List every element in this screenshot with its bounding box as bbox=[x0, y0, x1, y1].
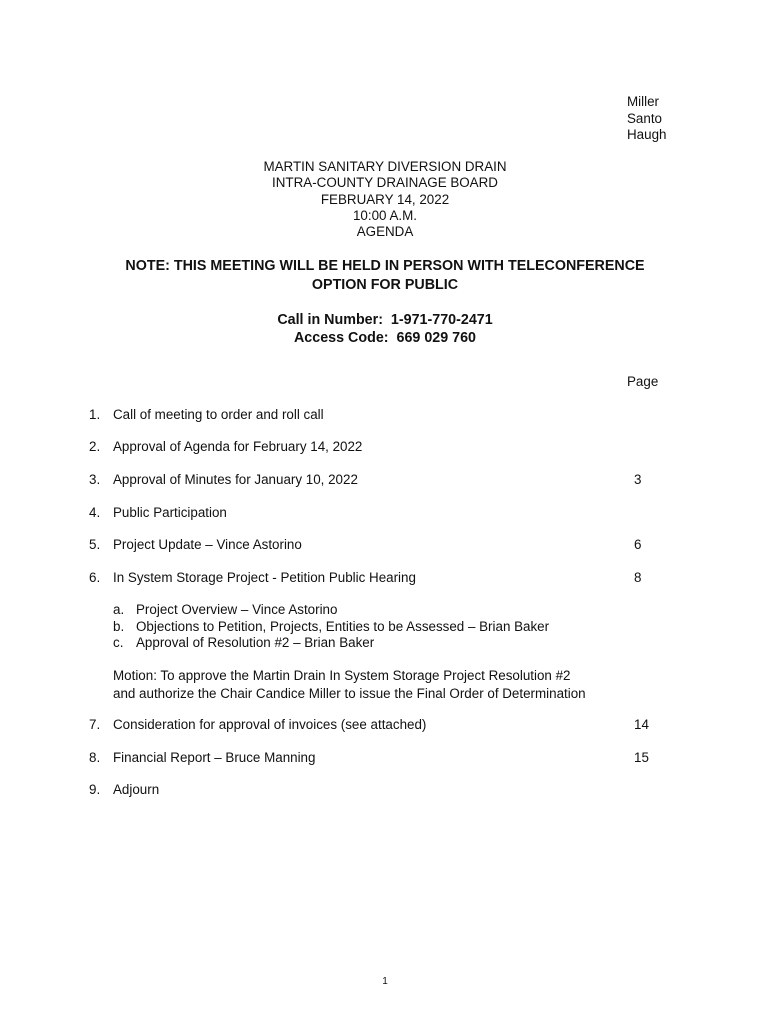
subitem-letter: a. bbox=[113, 602, 125, 617]
document-title: AGENDA bbox=[356, 224, 414, 240]
attendee-names bbox=[627, 94, 666, 144]
item-text: In System Storage Project - Petition Public Hearing bbox=[113, 570, 416, 585]
subitem bbox=[113, 619, 549, 636]
item-page: 3 bbox=[634, 472, 642, 487]
item-text: Call of meeting to order and roll call bbox=[113, 407, 324, 422]
page-column-header: Page bbox=[627, 374, 659, 389]
subitem-text: Project Overview – Vince Astorino bbox=[136, 602, 338, 617]
meeting-date: FEBRUARY 14, 2022 bbox=[320, 191, 450, 207]
item-number: 7. bbox=[89, 717, 101, 732]
item-text: Financial Report – Bruce Manning bbox=[113, 750, 316, 765]
call-in-number bbox=[0, 311, 770, 329]
item-text: Adjourn bbox=[113, 782, 160, 797]
phone-number: 1-971-770-2471 bbox=[390, 312, 493, 328]
item-page: 14 bbox=[634, 717, 649, 732]
item-page: 6 bbox=[634, 537, 642, 552]
item-page: 8 bbox=[634, 570, 642, 585]
call-in-info bbox=[0, 311, 770, 347]
item-number: 4. bbox=[89, 505, 101, 520]
access-code bbox=[0, 329, 770, 347]
item-number: 3. bbox=[89, 472, 101, 487]
attendee-name: Miller bbox=[627, 94, 659, 109]
agenda-item bbox=[89, 406, 689, 424]
item-text: Project Update – Vince Astorino bbox=[113, 537, 302, 552]
subitem-text: Approval of Resolution #2 – Brian Baker bbox=[136, 635, 375, 650]
meeting-time: 10:00 A.M. bbox=[352, 207, 418, 223]
note-line: NOTE: THIS MEETING WILL BE HELD IN PERSON WITH TELECONFERENCE bbox=[125, 258, 645, 274]
note-line: OPTION FOR PUBLIC bbox=[311, 277, 459, 293]
item-number: 8. bbox=[89, 750, 101, 765]
board-name: INTRA-COUNTY DRAINAGE BOARD bbox=[272, 175, 498, 191]
item-page: 15 bbox=[634, 750, 649, 765]
meeting-header bbox=[0, 159, 770, 240]
item-number: 9. bbox=[89, 782, 101, 797]
agenda-item bbox=[89, 471, 689, 489]
item-text: Public Participation bbox=[113, 505, 227, 520]
agenda-item bbox=[89, 749, 689, 767]
agenda-item bbox=[89, 569, 689, 587]
access-code-label: Access Code: bbox=[293, 330, 389, 346]
item-text: Consideration for approval of invoices (see attached) bbox=[113, 717, 427, 732]
agenda-item bbox=[89, 536, 689, 554]
attendee-name: Santo bbox=[627, 110, 662, 126]
motion-line: and authorize the Chair Candice Miller to issue the Final Order of Determination bbox=[113, 685, 586, 701]
motion-text bbox=[113, 667, 586, 702]
subitem bbox=[113, 635, 549, 652]
call-in-label: Call in Number: bbox=[277, 312, 383, 328]
subitem bbox=[113, 602, 549, 619]
agenda-item bbox=[89, 781, 689, 799]
item-number: 1. bbox=[89, 407, 101, 422]
item-number: 6. bbox=[89, 570, 101, 585]
attendee-name: Haugh bbox=[627, 127, 667, 142]
meeting-note bbox=[0, 257, 770, 295]
subitem-letter: b. bbox=[113, 618, 125, 634]
drain-name: MARTIN SANITARY DIVERSION DRAIN bbox=[263, 159, 507, 174]
item-text: Approval of Agenda for February 14, 2022 bbox=[113, 439, 363, 454]
agenda-item bbox=[89, 716, 689, 734]
motion-line: Motion: To approve the Martin Drain In System Storage Project Resolution #2 bbox=[113, 668, 571, 683]
agenda-item bbox=[89, 504, 689, 522]
item-number: 2. bbox=[89, 439, 101, 454]
item-text: Approval of Minutes for January 10, 2022 bbox=[113, 472, 358, 487]
subitem-list bbox=[113, 602, 549, 652]
item-number: 5. bbox=[89, 537, 101, 552]
page-number: 1 bbox=[382, 976, 388, 987]
agenda-item bbox=[89, 438, 689, 456]
access-code-value: 669 029 760 bbox=[396, 330, 477, 346]
subitem-letter: c. bbox=[113, 635, 124, 650]
subitem-text: Objections to Petition, Projects, Entities to be Assessed – Brian Baker bbox=[136, 618, 550, 634]
